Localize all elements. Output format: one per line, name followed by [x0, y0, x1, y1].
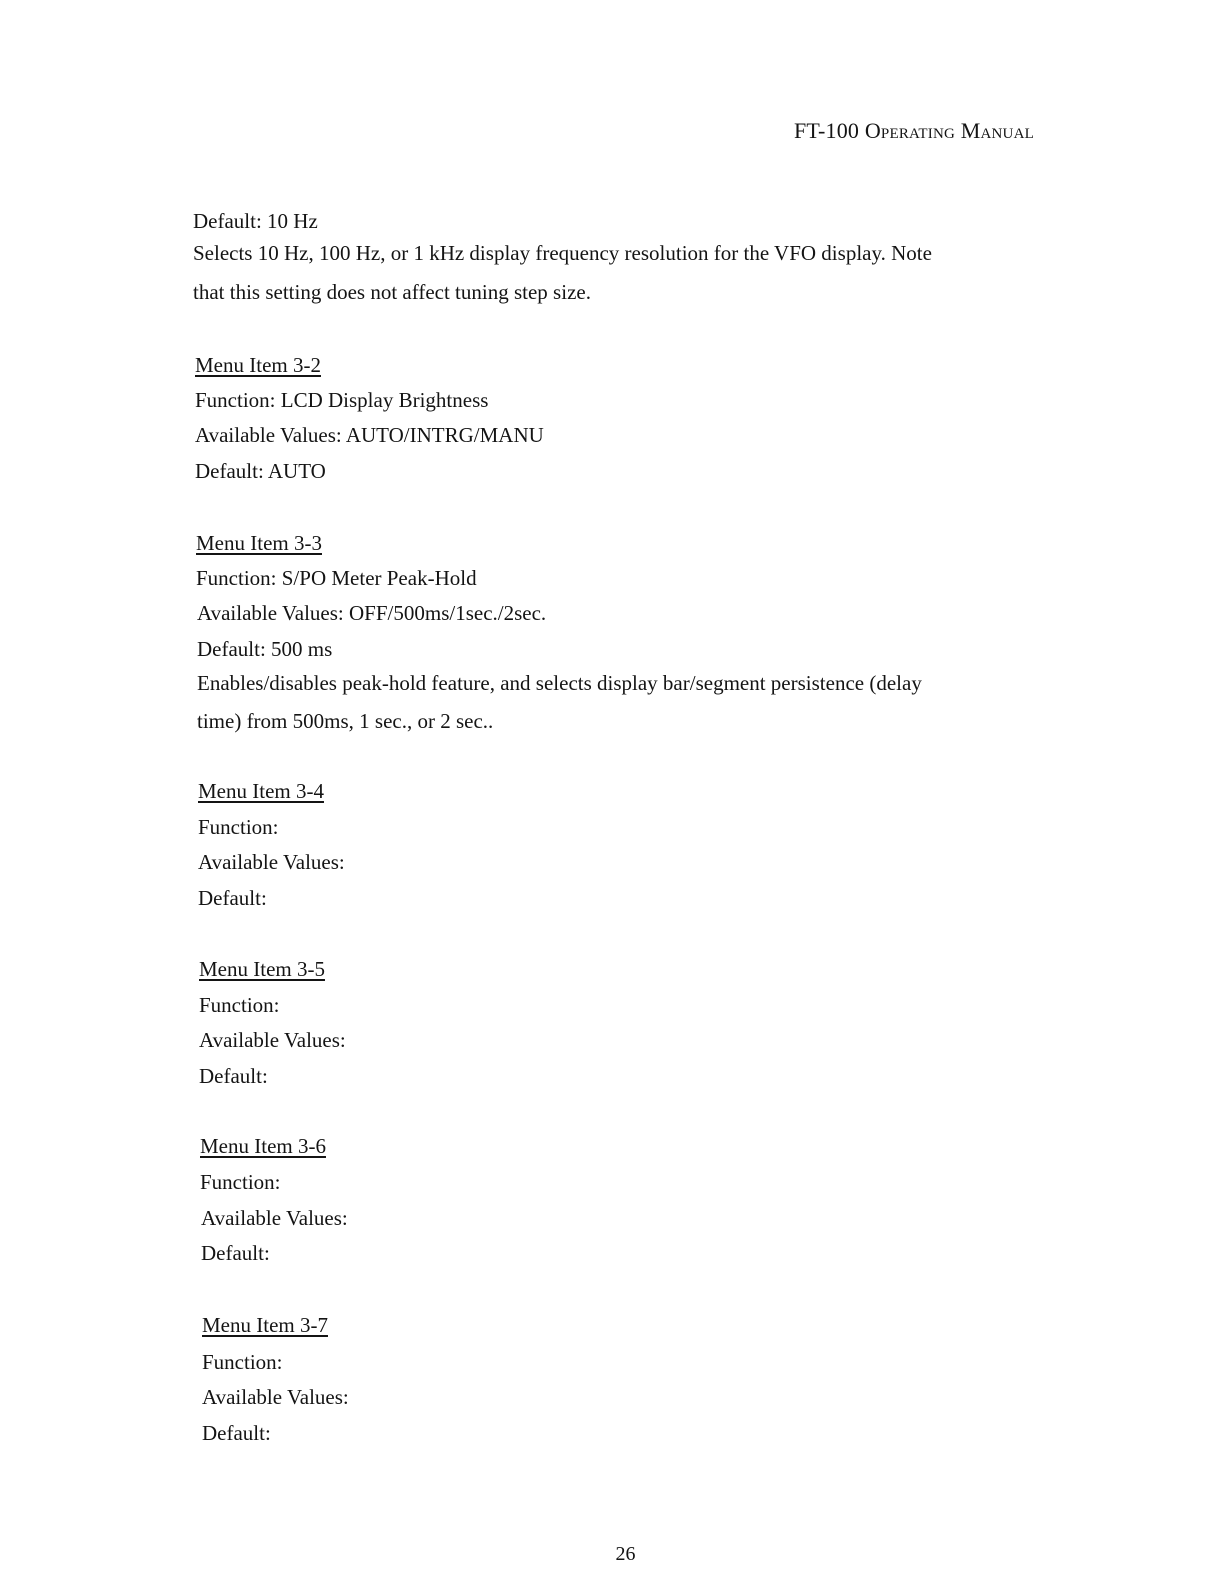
menu-item-3-3-default: Default: 500 ms [197, 637, 333, 661]
intro-description-line-1: Selects 10 Hz, 100 Hz, or 1 kHz display frequency resolution for the VFO display. Note [193, 241, 932, 265]
header-title-word2: Manual [960, 118, 1034, 143]
menu-item-3-7-function: Function: [202, 1350, 283, 1374]
page-header [794, 118, 1034, 144]
menu-item-3-5-default: Default: [199, 1064, 268, 1088]
menu-item-3-5-function: Function: [199, 993, 280, 1017]
menu-item-3-6-default: Default: [201, 1241, 270, 1265]
menu-item-3-3-description-line-2: time) from 500ms, 1 sec., or 2 sec.. [197, 709, 494, 733]
intro-description-line-2: that this setting does not affect tuning step size. [193, 280, 591, 304]
menu-item-3-4-default: Default: [198, 886, 267, 910]
menu-item-3-6-function: Function: [200, 1170, 281, 1194]
menu-item-3-3-heading: Menu Item 3-3 [196, 531, 322, 555]
menu-item-3-5-values: Available Values: [199, 1028, 346, 1052]
menu-item-3-2-function: Function: LCD Display Brightness [195, 388, 489, 412]
menu-item-3-2-heading: Menu Item 3-2 [195, 353, 321, 377]
menu-item-3-5-heading: Menu Item 3-5 [199, 957, 325, 981]
menu-item-3-3-function: Function: S/PO Meter Peak-Hold [196, 566, 477, 590]
menu-item-3-7-heading: Menu Item 3-7 [202, 1313, 328, 1337]
menu-item-3-2-values: Available Values: AUTO/INTRG/MANU [195, 423, 544, 447]
menu-item-3-7-values: Available Values: [202, 1385, 349, 1409]
menu-item-3-3-values: Available Values: OFF/500ms/1sec./2sec. [197, 601, 547, 625]
page-number: 26 [615, 1543, 636, 1565]
header-title-word1: Operating [864, 118, 956, 143]
menu-item-3-6-heading: Menu Item 3-6 [200, 1134, 326, 1158]
menu-item-3-4-values: Available Values: [198, 850, 345, 874]
menu-item-3-4-function: Function: [198, 815, 279, 839]
menu-item-3-4-heading: Menu Item 3-4 [198, 779, 324, 803]
menu-item-3-6-values: Available Values: [201, 1206, 348, 1230]
intro-default: Default: 10 Hz [193, 209, 318, 233]
menu-item-3-3-description-line-1: Enables/disables peak-hold feature, and selects display bar/segment persistence (delay [197, 671, 922, 695]
menu-item-3-2-default: Default: AUTO [195, 459, 326, 483]
menu-item-3-7-default: Default: [202, 1421, 271, 1445]
header-model: FT-100 [793, 118, 860, 143]
